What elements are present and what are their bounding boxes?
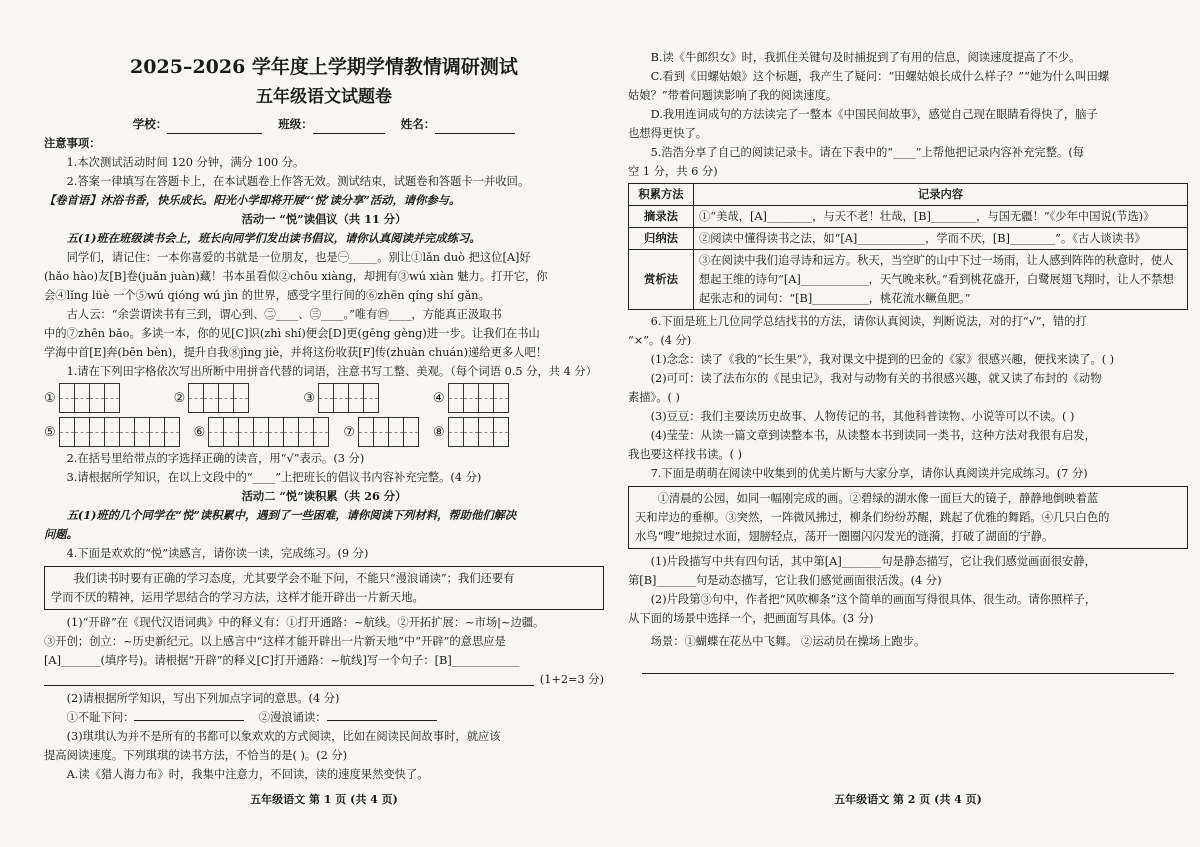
name-label: 姓名： bbox=[400, 117, 436, 131]
passage-line: (hǎo hào)友[B]卷(juǎn juàn)藏！书本虽看似②chōu xiàng，却拥有③wú xiàn 魅力。打开它，你 bbox=[44, 270, 548, 283]
scene-options: 场景：①蝴蝶在花丛中飞舞。 ②运动员在操场上跑步。 bbox=[650, 635, 926, 648]
passage-line: 中的⑦zhēn bǎo。多读一本，你的见[C]识(zhì shí)便会[D]更(gēng gèng)进一步。让我们在书山 bbox=[44, 327, 540, 340]
page-2 bbox=[628, 0, 1188, 847]
excerpt-line: 水鸟“嗖”地掠过水面，翅膀轻点，荡开一圈圈闪闪发光的涟漪，打破了湖面的宁静。 bbox=[635, 530, 1054, 543]
question-4-1-cont[interactable]: [A]_______(填序号)。请根据“开辟”的释义[C]打开通路：~航线]写一个句子：[B]____________ bbox=[44, 654, 520, 667]
item-label: ①不耻下问： bbox=[66, 711, 135, 724]
question-7-2-cont: 从下面的场景中选择一个，把画面写具体。(3 分) bbox=[628, 612, 874, 625]
question-6: 6.下面是班上几位同学总结找书的方法，请你认真阅读，判断说法，对的打“√”，错的打 bbox=[650, 315, 1087, 328]
question-4-1: (1)“开辟”在《现代汉语词典》中的释义有：①打开通路：~航线。②开拓扩展：~市场|~边疆。 bbox=[66, 616, 545, 629]
question-4-3-cont: 提高阅读速度。下列琪琪的读书方法，不恰当的是( )。(2 分) bbox=[44, 749, 348, 762]
option-c-cont: 姑娘？”带着问题读影响了我的阅读速度。 bbox=[628, 89, 838, 102]
page-footer: 五年级语文 第 2 页 (共 4 页) bbox=[834, 793, 982, 806]
content-cell[interactable]: ③在阅读中我们追寻诗和远方。秋天，当空旷的山中下过一场雨，让人感到阵阵的秋意时，使人想起王维的诗句“[A]____________，天气晚来秋。”看到桃花盛开，白鹭展翅飞翔时，让人不禁想起张志和的词句：“[B]__________，桃花流水鳜鱼肥。” bbox=[694, 250, 1188, 310]
passage-line: 古人云：“余尝谓读书有三到，谓心到、㊁____、㊂____。”唯有㊃____，方能真正汲取书 bbox=[66, 308, 502, 321]
table-row bbox=[629, 228, 1188, 250]
page-1 bbox=[44, 0, 604, 847]
passage-line: 会④lǐng lüè 一个⑤wú qióng wú jìn 的世界，感受字里行间的⑥zhēn qíng shí gǎn。 bbox=[44, 289, 490, 302]
question-7-2: (2)片段第③句中，作者把“风吹柳条”这个简单的画面写得很具体、很生动。请你照样子， bbox=[650, 593, 1097, 606]
student-info-line bbox=[44, 115, 604, 134]
score-note: (1+2=3 分) bbox=[539, 673, 604, 686]
method-cell: 赏析法 bbox=[629, 250, 694, 310]
question-1: 1.请在下列田字格依次写出所断中用拼音代替的词语，注意书写工整、美观。（每个词语 0.5 分，共 4 分） bbox=[66, 365, 598, 378]
question-5: 5.浩浩分享了自己的阅读记录卡。请在下表中的“____”上帮他把记录内容补充完整。(每 bbox=[650, 146, 1085, 159]
tianzige-group[interactable]: ⑥ bbox=[194, 417, 330, 447]
question-6-4-cont[interactable]: 我也要这样找书读。( ) bbox=[628, 448, 743, 461]
tianzige-row-2 bbox=[44, 415, 604, 449]
excerpt-line: ①清晨的公园，如同一幅刚完成的画。②碧绿的湖水像一面巨大的镜子，静静地倒映着蓝 bbox=[657, 492, 1099, 505]
table-row bbox=[629, 250, 1188, 310]
reading-record-table bbox=[628, 183, 1188, 310]
question-3: 3.请根据所学知识，在以上文段中的“____”上把班长的倡议书内容补充完整。(4 分) bbox=[66, 471, 482, 484]
tianzige-group[interactable]: ② bbox=[174, 383, 250, 413]
tianzige-group[interactable]: ① bbox=[44, 383, 120, 413]
notice-2: 2.答案一律填写在答题卡上，在本试题卷上作答无效。测试结束，试题卷和答题卡一并收回。 bbox=[66, 175, 530, 188]
school-field[interactable] bbox=[167, 119, 262, 134]
activity-1-intro: 五(1)班在班级读书会上，班长向同学们发出读书倡议，请你认真阅读并完成练习。 bbox=[66, 231, 481, 245]
question-7-1[interactable]: (1)片段描写中共有四句话，其中第[A]_______句是静态描写，它让我们感觉画面很安静， bbox=[650, 555, 1096, 568]
tianzige-group[interactable]: ④ bbox=[433, 383, 509, 413]
passage-line: 学海中首[E]奔(bēn bèn)，提升自我⑧jìng jiè，并将这份收获[F]传(zhuàn chuán)递给更多人吧！ bbox=[44, 346, 548, 359]
question-4-1-cont: ③开创；创立：~历史新纪元。以上感言中“这样才能开辟出一片新天地”中“开辟”的意思应是 bbox=[44, 635, 506, 648]
method-cell: 摘录法 bbox=[629, 206, 694, 228]
notice-title: 注意事项： bbox=[44, 136, 101, 150]
tianzige-group[interactable]: ③ bbox=[303, 383, 379, 413]
question-6-cont: “×”。(4 分) bbox=[628, 334, 692, 347]
quote-line: 学而不厌的精神，运用学思结合的学习方法，这样才能开辟出一片新天地。 bbox=[51, 591, 424, 604]
option-b: B.读《牛郎织女》时，我抓住关键句及时捕捉到了有用的信息，阅读速度提高了不少。 bbox=[650, 51, 1081, 64]
answer-line[interactable] bbox=[44, 673, 534, 686]
question-2: 2.在括号里给带点的字选择正确的读音，用“√”表示。(3 分) bbox=[66, 452, 365, 465]
option-d: D.我用连词成句的方法读完了一整本《中国民间故事》，感觉自己现在眼睛看得快了，脑子 bbox=[650, 108, 1098, 121]
table-header-row bbox=[629, 184, 1188, 206]
activity-2-intro-cont: 问题。 bbox=[44, 527, 78, 541]
question-7-1-cont[interactable]: 第[B]_______句是动态描写，它让我们感觉画面很活泼。(4 分) bbox=[628, 574, 942, 587]
answer-line-row bbox=[44, 670, 604, 689]
table-row bbox=[629, 206, 1188, 228]
activity-1-heading: 活动一 “悦”读倡议（共 11 分） bbox=[241, 212, 407, 226]
question-4-2-items bbox=[44, 708, 604, 727]
question-5-cont: 空 1 分，共 6 分) bbox=[628, 165, 718, 178]
tianzige-group[interactable]: ⑤ bbox=[44, 417, 180, 447]
exam-title: 2025–2026 学年度上学期学情教情调研测试 bbox=[130, 56, 518, 78]
class-field[interactable] bbox=[313, 119, 385, 134]
option-c: C.看到《田螺姑娘》这个标题，我产生了疑问：“田螺姑娘长成什么样子？”“她为什么叫田螺 bbox=[650, 70, 1110, 83]
excerpt-box bbox=[628, 486, 1188, 549]
option-d-cont: 也想得更快了。 bbox=[628, 127, 708, 140]
activity-2-heading: 活动二 “悦”读积累（共 26 分） bbox=[241, 489, 407, 503]
school-label: 学校： bbox=[132, 117, 168, 131]
name-field[interactable] bbox=[435, 119, 515, 134]
class-label: 班级： bbox=[278, 117, 313, 131]
exam-subtitle: 五年级语文试题卷 bbox=[256, 87, 392, 107]
option-a: A.读《猎人海力布》时，我集中注意力，不回读，读的速度果然变快了。 bbox=[66, 768, 429, 781]
tianzige-group[interactable]: ⑧ bbox=[433, 417, 509, 447]
answer-line[interactable] bbox=[642, 651, 1174, 674]
quote-line: 我们读书时要有正确的学习态度，尤其要学会不耻下问，不能只“漫浪诵读”；我们还要有 bbox=[73, 572, 515, 585]
preface: 【卷首语】沐浴书香，快乐成长。阳光小学即将开展“‘悦’读分享”活动，请你参与。 bbox=[44, 193, 461, 207]
content-cell[interactable]: ①“美哉，[A]________，与天不老！壮哉，[B]________，与国无疆！”《少年中国说(节选)》 bbox=[694, 206, 1188, 228]
passage-line: 同学们，请记住：一本你喜爱的书就是一位朋友，也是㊀_____。别让①lǎn duò 把这位[A]好 bbox=[66, 251, 531, 264]
method-cell: 归纳法 bbox=[629, 228, 694, 250]
item-label: ②漫浪诵读： bbox=[258, 711, 327, 724]
content-cell[interactable]: ②阅读中懂得读书之法，如“[A]____________，学而不厌，[B]________”。《古人谈读书》 bbox=[694, 228, 1188, 250]
activity-2-intro: 五(1)班的几个同学在“悦”读积累中，遇到了一些困难，请你阅读下列材料，帮助他们解决 bbox=[66, 508, 517, 522]
answer-line[interactable] bbox=[327, 708, 437, 721]
question-6-2-cont[interactable]: 素描》。( ) bbox=[628, 391, 680, 404]
question-6-1[interactable]: (1)念念：读了《我的“长生果”》，我对课文中提到的巴金的《家》很感兴趣，便找来读了。( ) bbox=[650, 353, 1115, 366]
tianzige-row-1 bbox=[44, 381, 604, 415]
tianzige-group[interactable]: ⑦ bbox=[343, 417, 419, 447]
question-6-4: (4)莹莹：从读一篇文章到读整本书，从读整本书到读同一类书，这种方法对我很有启发， bbox=[650, 429, 1096, 442]
excerpt-line: 天和岸边的垂柳。③突然，一阵微风拂过，柳条们纷纷苏醒，跳起了优雅的舞蹈。④几只白色的 bbox=[635, 511, 1110, 524]
page-footer: 五年级语文 第 1 页 (共 4 页) bbox=[250, 793, 398, 806]
question-4-2: (2)请根据所学知识，写出下列加点字词的意思。(4 分) bbox=[66, 692, 340, 705]
answer-line[interactable] bbox=[134, 708, 244, 721]
question-6-2: (2)可可：读了法布尔的《昆虫记》，我对与动物有关的书很感兴趣，就又读了布封的《动物 bbox=[650, 372, 1102, 385]
question-7: 7.下面是萌萌在阅读中收集到的优美片断与大家分享，请你认真阅读并完成练习。(7 分) bbox=[650, 467, 1088, 480]
quote-box bbox=[44, 566, 604, 610]
column-header: 记录内容 bbox=[694, 184, 1188, 206]
question-4: 4.下面是欢欢的“悦”读感言，请你读一读，完成练习。(9 分) bbox=[66, 547, 369, 560]
notice-1: 1.本次测试活动时间 120 分钟，满分 100 分。 bbox=[66, 156, 305, 169]
question-6-3[interactable]: (3)豆豆：我们主要读历史故事、人物传记的书，其他科普读物、小说等可以不读。( ) bbox=[650, 410, 1075, 423]
question-4-3: (3)琪琪认为并不是所有的书都可以象欢欢的方式阅读，比如在阅读民间故事时，就应该 bbox=[66, 730, 501, 743]
column-header: 积累方法 bbox=[629, 184, 694, 206]
